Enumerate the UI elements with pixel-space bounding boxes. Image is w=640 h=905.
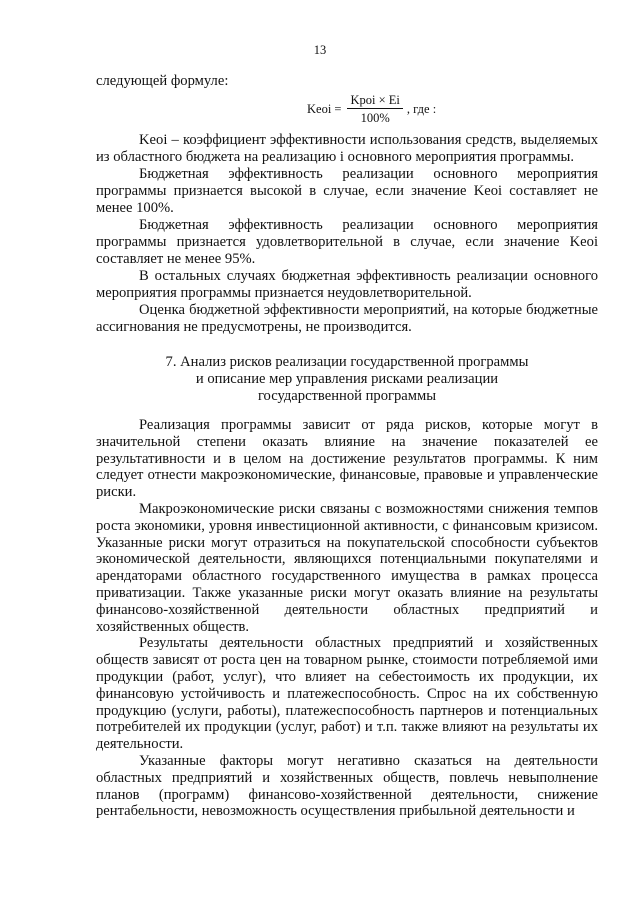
paragraph-no-assessment: Оценка бюджетной эффективности мероприятий, на которые бюджетные ассигнования не предусмотрены, не производится. [96, 302, 598, 335]
paragraph-risk-overview: Реализация программы зависит от ряда рисков, которые могут в значительной степени оказать влияние на значение показателей ее результативности и в целом на достижение результатов программы. К ним следует отнести макроэкономические, финансовые, правовые и управленческие риски. [96, 417, 598, 501]
paragraph-negative-factors: Указанные факторы могут негативно сказаться на деятельности областных предприятий и хозяйственных обществ, повлечь невыполнение планов (программ) финансово-хозяйственной деятельности, снижение рентабельности, невозможность осуществления прибыльной деятельности и [96, 752, 598, 820]
efficiency-formula [307, 92, 436, 126]
section-heading [96, 354, 598, 405]
section-heading-line: и описание мер управления рисками реализации [195, 371, 499, 387]
formula-denominator: 100% [360, 111, 390, 125]
paragraph-high-efficiency: Бюджетная эффективность реализации основного мероприятия программы признается высокой в случае, если значение Keoi составляет не менее 100%. [96, 166, 598, 216]
formula-numerator: Kpoi × Ei [347, 93, 402, 109]
paragraph-macroeconomic-risks: Макроэкономические риски связаны с возможностями снижения темпов роста экономики, уровня инвестиционной активности, с финансовым кризисом. Указанные риски могут отразиться на покупательской способности субъектов экономической деятельности, являющихся потенциальными покупателями и арендаторами областного государственного имущества в рамках процесса приватизации. Также указанные риски могут оказать влияние на результаты финансово-хозяйственной деятельности областных предприятий и хозяйственных обществ. [96, 500, 598, 635]
section-heading-line: 7. Анализ рисков реализации государственной программы [165, 354, 529, 370]
formula-intro: следующей формуле: [96, 73, 229, 89]
formula-block [96, 92, 598, 126]
page-number: 13 [313, 43, 327, 57]
paragraph-enterprise-results: Результаты деятельности областных предприятий и хозяйственных обществ зависят от роста цен на товарном рынке, стоимости потребляемой ими продукции (работ, услуг), что влияет на себестоимость их продукции, их финансовую устойчивость и платежеспособность. Спрос на их собственную продукцию (услуги, работы), платежеспособность партнеров и потенциальных потребителей их продукции (услуг, работ) и т.п. также влияют на результаты их деятельности. [96, 635, 598, 753]
section-body [96, 417, 598, 820]
formula-fraction [347, 93, 402, 125]
paragraph-satisfactory-efficiency: Бюджетная эффективность реализации основного мероприятия программы признается удовлетворительной в случае, если значение Keoi составляет не менее 95%. [96, 217, 598, 267]
formula-tail: , где : [406, 101, 437, 116]
section-heading-line: государственной программы [257, 388, 437, 404]
paragraph-keoi-definition: Keoi – коэффициент эффективности использования средств, выделяемых из областного бюджета на реализацию i основного мероприятия программы. [96, 132, 598, 165]
document-body [96, 73, 598, 820]
formula-lhs: Keoi = [307, 101, 342, 116]
paragraph-unsatisfactory-efficiency: В остальных случаях бюджетная эффективность реализации основного мероприятия программы признается неудовлетворительной. [96, 268, 598, 301]
